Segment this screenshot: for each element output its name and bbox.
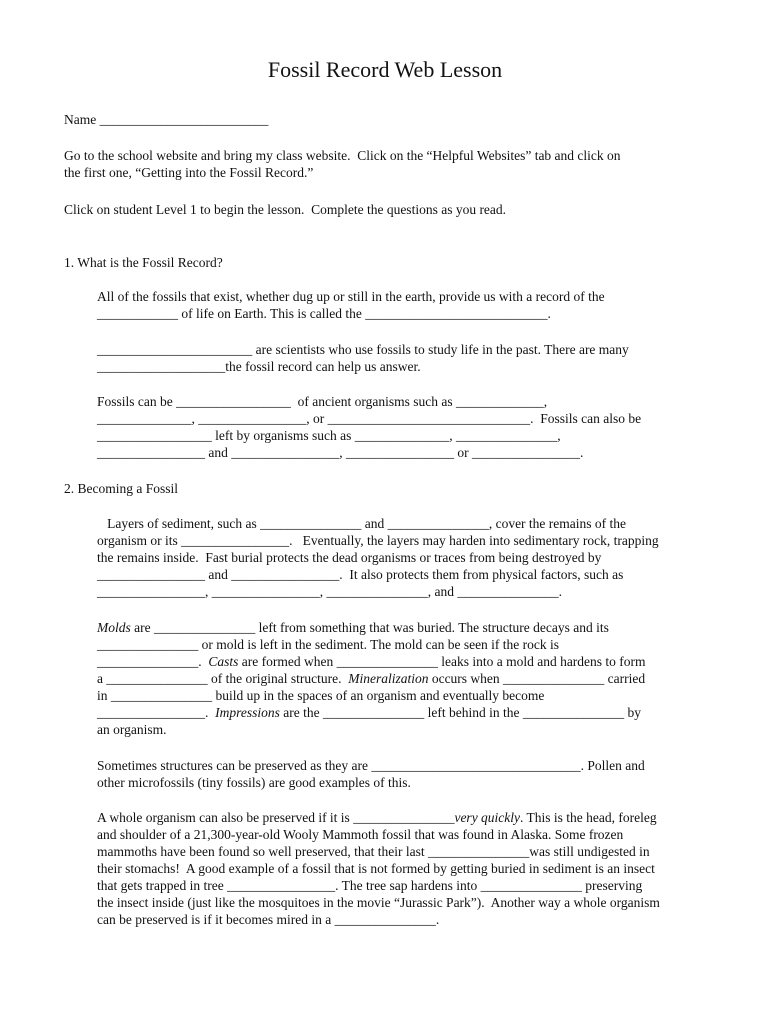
molds-line-3-a: _______________.: [97, 654, 209, 669]
s2-para4-line-6: the insect inside (just like the mosquitoes in the movie “Jurassic Park”). Another way a whole organism: [97, 895, 660, 910]
molds-line-6: [97, 704, 641, 721]
instruction-line: Click on student Level 1 to begin the lesson. Complete the questions as you read.: [64, 202, 507, 217]
s1-para2-line-1: _______________________ are scientists who use fossils to study life in the past. There are many: [97, 342, 629, 357]
molds-line-4: [97, 670, 645, 687]
molds-line-1: [97, 619, 609, 636]
molds-term: Molds: [97, 620, 131, 635]
molds-line-5: in _______________ build up in the spaces of an organism and eventually become: [97, 688, 545, 703]
very-quickly-term: very quickly: [454, 810, 521, 825]
name-line: Name _________________________: [64, 112, 269, 127]
s2-para4-line-3: mammoths have been found so well preserved, that their last _______________was still undigested in: [97, 844, 650, 859]
molds-line-4-a: a _______________ of the original structure.: [97, 671, 349, 686]
s1-para3-line-1: Fossils can be _________________ of ancient organisms such as _____________,: [97, 394, 548, 409]
s2-para1-line-1: Layers of sediment, such as _______________ and _______________, cover the remains of the: [97, 516, 627, 531]
s1-para1-line-1: All of the fossils that exist, whether dug up or still in the earth, provide us with a record of the: [97, 289, 605, 304]
molds-line-3: [97, 653, 646, 670]
casts-term: Casts: [208, 654, 239, 669]
molds-line-6-b: are the _______________ left behind in the _______________ by: [279, 705, 641, 720]
s2-para3-line-2: other microfossils (tiny fossils) are good examples of this.: [97, 775, 411, 790]
s2-para4-line-1: [97, 809, 657, 826]
s1-para3-line-4: ________________ and ________________, ________________ or ________________.: [97, 445, 584, 460]
molds-line-2: _______________ or mold is left in the sediment. The mold can be seen if the rock is: [97, 637, 560, 652]
s2-para4-line-7: can be preserved is if it becomes mired in a _______________.: [97, 912, 440, 927]
intro-line-2: the first one, “Getting into the Fossil Record.”: [64, 165, 314, 180]
molds-line-3-b: are formed when _______________ leaks into a mold and hardens to form: [238, 654, 646, 669]
s1-para1-line-2: ____________ of life on Earth. This is called the ___________________________.: [97, 306, 551, 321]
s2-para1-line-4: ________________ and ________________. It also protects them from physical factors, such as: [97, 567, 624, 582]
s2-para3-line-1: Sometimes structures can be preserved as they are _______________________________. Pollen and: [97, 758, 645, 773]
s1-para3-line-2: ______________, ________________, or ______________________________. Fossils can also be: [97, 411, 642, 426]
section1-heading: 1. What is the Fossil Record?: [64, 255, 223, 270]
s2-para4-line-1-b: . This is the head, foreleg: [520, 810, 657, 825]
s2-para1-line-5: ________________, ________________, _______________, and _______________.: [97, 584, 562, 599]
s2-para4-line-4: their stomachs! A good example of a fossil that is not formed by getting buried in sediment is an insect: [97, 861, 655, 876]
s2-para1-line-2: organism or its ________________. Eventually, the layers may harden into sedimentary rock, trapping: [97, 533, 659, 548]
molds-line-4-b: occurs when _______________ carried: [428, 671, 646, 686]
s1-para3-line-3: _________________ left by organisms such as ______________, _______________,: [97, 428, 561, 443]
s2-para4-line-2: and shoulder of a 21,300-year-old Wooly Mammoth fossil that was found in Alaska. Some frozen: [97, 827, 624, 842]
s2-para1-line-3: the remains inside. Fast burial protects the dead organisms or traces from being destroyed by: [97, 550, 602, 565]
s2-para4-line-5: that gets trapped in tree ________________. The tree sap hardens into _______________ preserving: [97, 878, 643, 893]
molds-line-1-text: are _______________ left from something that was buried. The structure decays and its: [130, 620, 609, 635]
page-title: Fossil Record Web Lesson: [267, 57, 503, 82]
mineralization-term: Mineralization: [348, 671, 429, 686]
s2-para4-line-1-a: A whole organism can also be preserved if it is _______________: [97, 810, 455, 825]
molds-line-6-a: ________________.: [97, 705, 216, 720]
impressions-term: Impressions: [215, 705, 280, 720]
section2-heading: 2. Becoming a Fossil: [64, 481, 178, 496]
intro-line-1: Go to the school website and bring my class website. Click on the “Helpful Websites” tab and click on: [64, 148, 621, 163]
molds-line-7: an organism.: [97, 722, 167, 737]
s1-para2-line-2: ___________________the fossil record can help us answer.: [97, 359, 421, 374]
